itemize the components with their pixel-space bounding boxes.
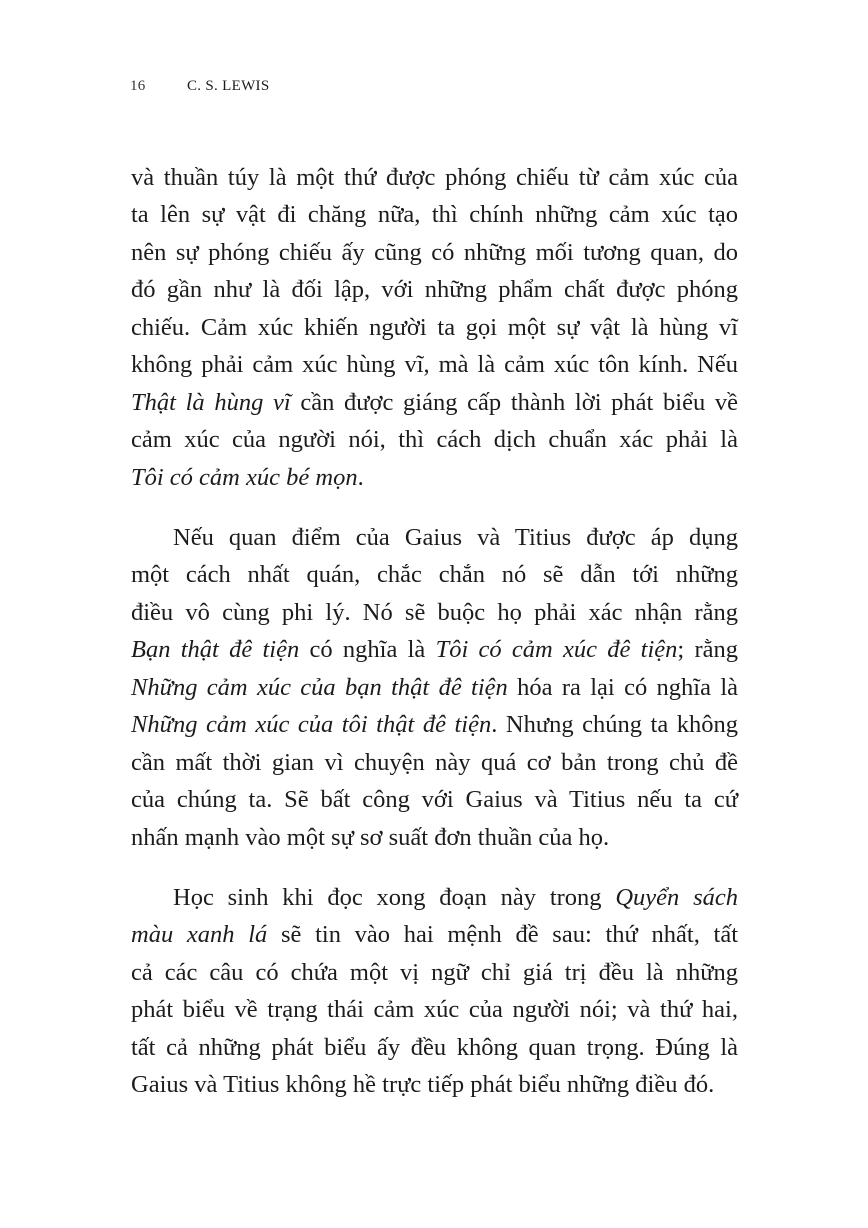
text-line: [131, 594, 738, 631]
text-segment: có nghĩa là: [299, 636, 436, 664]
text-segment: cần mất thời gian vì chuyện này quá cơ bản trong chủ đề: [131, 748, 738, 776]
text-segment: của chúng ta. Sẽ bất công với Gaius và Titius nếu ta cứ: [131, 786, 738, 814]
text-segment: đó gần như là đối lập, với những phẩm chất được phóng: [131, 276, 738, 304]
paragraph: [131, 159, 738, 496]
text-line: [131, 196, 738, 233]
italic-text: Quyển sách: [615, 884, 738, 911]
italic-text: Bạn thật đê tiện: [131, 636, 300, 664]
text-line: [131, 916, 738, 953]
text-line: [131, 631, 738, 668]
text-line: [131, 991, 738, 1028]
text-line: [131, 1066, 738, 1103]
running-header-author: C. S. LEWIS: [187, 78, 270, 94]
text-segment: . Nhưng chúng ta không: [491, 711, 739, 739]
text-line: [131, 819, 738, 856]
text-segment: nên sự phóng chiếu ấy cũng có những mối tương quan, do: [131, 238, 738, 266]
text-line: [131, 744, 738, 781]
text-segment: điều vô cùng phi lý. Nó sẽ buộc họ phải xác nhận rằng: [131, 598, 738, 626]
text-line: [131, 706, 738, 743]
text-line: [131, 879, 738, 916]
italic-text: Tôi có cảm xúc bé mọn: [131, 463, 358, 491]
text-segment: sẽ tin vào hai mệnh đề sau: thứ nhất, tất: [267, 921, 739, 949]
text-line: [131, 459, 738, 496]
text-line: [131, 271, 738, 308]
text-segment: nhấn mạnh vào một sự sơ suất đơn thuần của họ.: [131, 823, 610, 851]
text-segment: hóa ra lại có nghĩa là: [507, 673, 738, 701]
text-line: [131, 556, 738, 593]
text-segment: Học sinh khi đọc xong đoạn này trong: [173, 884, 616, 911]
text-segment: Gaius và Titius không hề trực tiếp phát biểu những điều đó.: [131, 1071, 715, 1099]
italic-text: Những cảm xúc của tôi thật đê tiện: [131, 711, 492, 739]
text-segment: .: [357, 463, 364, 491]
text-segment: không phải cảm xúc hùng vĩ, mà là cảm xúc tôn kính. Nếu: [131, 351, 738, 379]
italic-text: Thật là hùng vĩ: [131, 388, 291, 416]
text-segment: cả các câu có chứa một vị ngữ chỉ giá trị đều là những: [131, 958, 738, 986]
text-line: [131, 1029, 738, 1066]
text-line: [131, 421, 738, 458]
text-segment: tất cả những phát biểu ấy đều không quan trọng. Đúng là: [131, 1033, 738, 1061]
text-segment: ; rằng: [677, 636, 738, 664]
italic-text: Những cảm xúc của bạn thật đê tiện: [131, 673, 508, 701]
text-segment: ta lên sự vật đi chăng nữa, thì chính những cảm xúc tạo: [131, 201, 738, 229]
text-segment: cảm xúc của người nói, thì cách dịch chuẩn xác phải là: [131, 426, 738, 454]
text-line: [131, 384, 738, 421]
paragraph: [131, 879, 738, 1104]
text-line: [131, 954, 738, 991]
text-segment: phát biểu về trạng thái cảm xúc của người nói; và thứ hai,: [131, 996, 738, 1024]
text-line: [131, 519, 738, 556]
text-line: [131, 309, 738, 346]
text-line: [131, 234, 738, 271]
text-segment: chiếu. Cảm xúc khiến người ta gọi một sự vật là hùng vĩ: [131, 313, 738, 341]
paragraph: [131, 519, 738, 856]
text-line: [131, 781, 738, 818]
text-segment: một cách nhất quán, chắc chắn nó sẽ dẫn tới những: [131, 561, 738, 589]
text-segment: cần được giáng cấp thành lời phát biểu về: [290, 388, 738, 416]
page-number: 16: [130, 78, 146, 94]
italic-text: màu xanh lá: [131, 921, 268, 949]
text-line: [131, 669, 738, 706]
text-segment: Nếu quan điểm của Gaius và Titius được áp dụng: [173, 524, 738, 551]
text-line: [131, 346, 738, 383]
text-line: [131, 159, 738, 196]
text-segment: và thuần túy là một thứ được phóng chiếu từ cảm xúc của: [131, 164, 738, 191]
italic-text: Tôi có cảm xúc đê tiện: [435, 636, 678, 664]
